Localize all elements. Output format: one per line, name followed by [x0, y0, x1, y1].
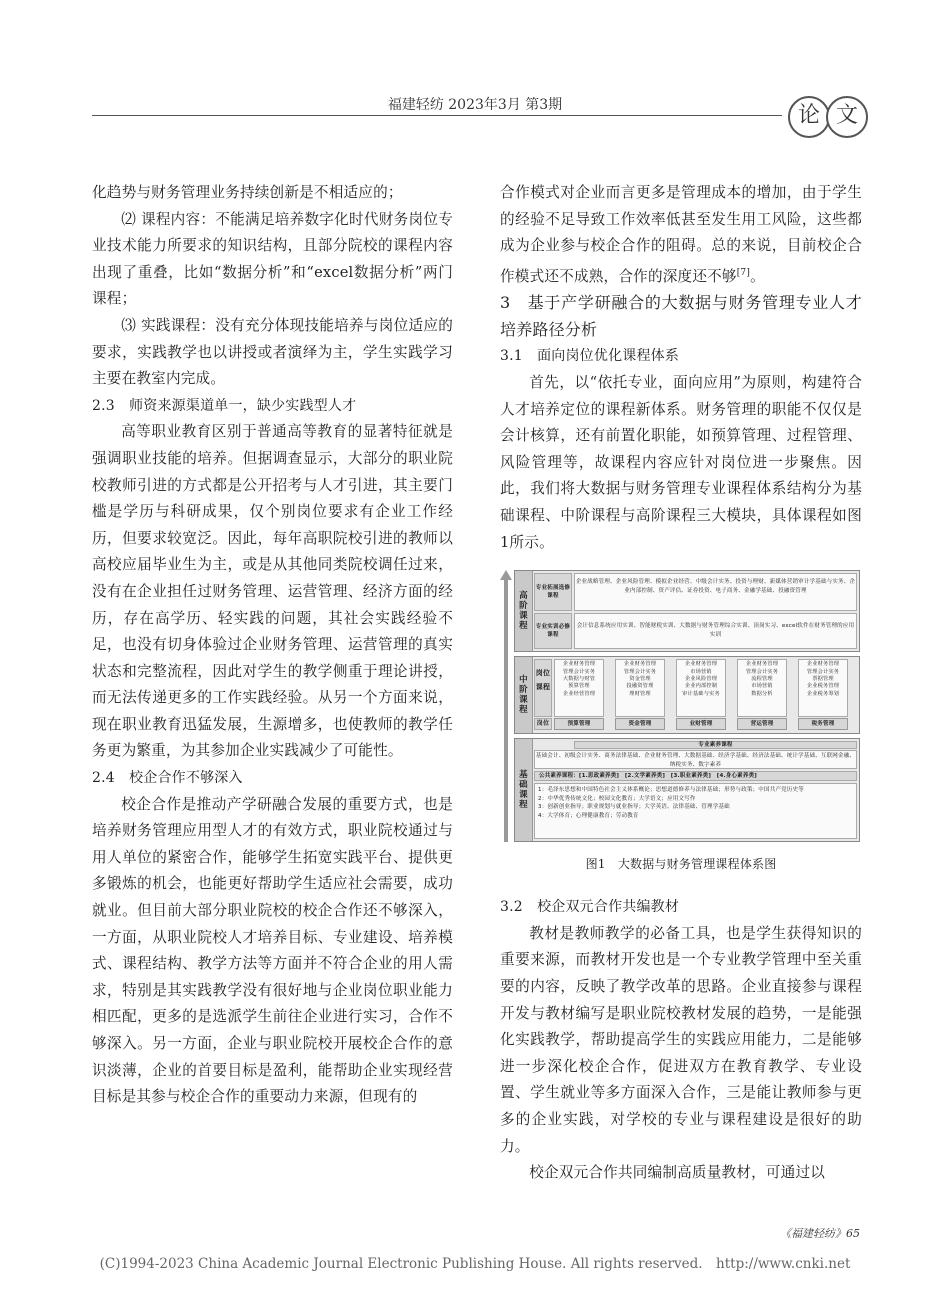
post-course-column — [676, 659, 726, 717]
paragraph: 校企合作是推动产学研融合发展的重要方式，也是培养财务管理应用型人才的有效方式，职业院校通过与用人单位的紧密合作，能够学生拓宽实践平台、提供更多锻炼的机会，也能更好帮助学生适应社会需要，成功就业。但目前大部分职业院校的校企合作还不够深入，一方面，从职业院校人才培养目标、专业建设、培养模式、课程结构、教学方法等方面并不符合企业的用人需求，特别是其实践教学没有很好地与企业岗位职业能力相匹配，更多的是选派学生前往企业进行实习，合作不够深入。另一方面，企业与职业院校开展校企合作的意识淡薄，企业的首要目标是盈利，能帮助企业实现经营目标是其参与校企合作的重要动力来源，但现有的 — [92, 795, 453, 1106]
course-item: 企业内部控制 — [684, 683, 718, 690]
advanced-label: 高阶课程 — [515, 571, 533, 651]
paragraph: 化趋势与财务管理业务持续创新是不相适应的； — [92, 184, 403, 201]
basic-course-block — [514, 738, 860, 842]
course-system-figure — [500, 570, 862, 848]
course-item: 理财管理 — [629, 690, 651, 697]
course-item: 管理会计实务 — [745, 668, 779, 675]
course-item: 数据分析 — [751, 690, 773, 697]
paragraph: ⑵ 课程内容：不能满足培养数字化时代财务岗位专业技术能力所要求的知识结构，且部分院校的课程内容出现了重叠，比如“数据分析”和“excel数据分析”两门课程； — [92, 210, 453, 308]
professional-courses: 基础会计、初级会计实务、商务法律基础、企业财务管理、大数据基础、经济学基础、经济法基础、统计学基础、互联网金融、纳税实务、数字素养 — [534, 750, 857, 769]
post-name: 税务管理 — [798, 718, 848, 730]
figure-caption: 图1 大数据与财务管理课程体系图 — [585, 857, 777, 872]
paragraph: 高等职业教育区别于普通高等教育的显著特征就是强调职业技能的培养。但据调查显示，大部分的职业院校教师引进的方式都是公开招考与人才引进，其主要门槛是学历与科研成果，仅个别岗位要求有企业工作经历，但要求较宽泛。因此，每年高职院校引进的教师以高校应届毕业生为主，或是从其他同类院校调任过来，没有在企业担任过财务管理、运营管理、经济方面的经历，存在高学历、轻实践的问题，其社会实践经验不足，也没有切身体验过企业财务管理、运营管理的真实状态和完整流程，因此对学生的教学侧重于理论讲授，而无法传递更多的工作实践经验。从另一个方面来说，现在职业教育迅猛发展，生源增多，也使教师的教学任务更为繁重，为其参加企业实践减少了可能性。 — [92, 423, 453, 760]
course-item: 企业税务筹划 — [806, 690, 840, 697]
course-item: 审计基础与实务 — [682, 690, 720, 697]
public-title: 公共素养课程：[1.思政素养类] [2.文学素养类] [3.职业素养类] [4.身心素养类] — [534, 771, 857, 781]
paragraph: 合作模式对企业而言更多是管理成本的增加，由于学生的经验不足导致工作效率低甚至发生用工风险，这些都成为企业参与校企合作的阻碍。总的来说，目前校企合作模式还不成熟，合作的深度还不够[7]。 — [500, 184, 862, 285]
course-item: 管理会计实务 — [562, 668, 596, 675]
course-item: 企业财务管理 — [562, 661, 596, 668]
course-item: 流程管理 — [751, 675, 773, 682]
course-item: 企业风险管理 — [684, 675, 718, 682]
course-item: 管理会计实务 — [806, 668, 840, 675]
practice-courses: 会计信息系统应用实训、智能财税实训、大数据与财务管理综合实训、顶岗实习、excel软件在财务管理的应用实训 — [574, 613, 857, 649]
course-item: 企业财务管理 — [623, 661, 657, 668]
list-item: 2：中华优秀传统文化；校园文化教育；大学语文；应用文写作 — [538, 795, 696, 802]
post-course-label: 岗位课程 — [534, 659, 552, 717]
intermediate-label: 中阶课程 — [515, 657, 533, 733]
section-badge-2: 文 — [826, 96, 868, 138]
course-item: 资金管理 — [629, 675, 651, 682]
post-name: 资金管理 — [615, 718, 665, 730]
post-name: 预算管理 — [554, 718, 604, 730]
paragraph: 教材是教师教学的必备工具，也是学生获得知识的重要来源，而教材开发也是一个专业教学管理中至关重要的内容，反映了教学改革的思路。企业直接参与课程开发与教材编写是职业院校教材发展的趋势，一是能强化实践教学，帮助提高学生的实践应用能力，二是能够进一步深化校企合作，促进双方在教育教学、专业设置、学生就业等多方面深入合作，三是能让教师参与更多的企业实践，对学校的专业与课程建设是很好的助力。 — [500, 924, 862, 1155]
course-item: 管理会计实务 — [623, 668, 657, 675]
section-heading-3-1: 3.1 面向岗位优化课程体系 — [500, 348, 680, 365]
post-label: 岗位 — [534, 718, 552, 730]
course-item: 企业财务管理 — [806, 661, 840, 668]
advanced-course-block — [514, 570, 860, 652]
citation[interactable]: [7] — [736, 267, 751, 278]
course-item: 票据管理 — [812, 675, 834, 682]
post-course-column — [615, 659, 665, 717]
professional-title: 专业素养课程 — [574, 741, 857, 749]
course-item: 大数据与财管 — [562, 675, 596, 682]
right-column — [500, 180, 862, 1187]
up-arrow-icon — [500, 570, 512, 842]
post-name: 营运管理 — [737, 718, 787, 730]
practice-label: 专业实训必修课程 — [534, 613, 572, 649]
post-course-column — [554, 659, 604, 717]
elective-courses: 企业战略管理、企业风险管理、模拟企业经营、中级会计实务、投资与理财、新媒体营销审计学基础与实务、企业内部控制、资产评估、证券投资、电子商务、金融学基础、投融资管理 — [574, 573, 857, 611]
section-badge-1: 论 — [788, 96, 830, 138]
course-item: 预算管理 — [568, 683, 590, 690]
post-course-column — [798, 659, 848, 717]
list-item: 3：创新创业指导；职业规划与就业指导；大学英语、法律基础、管理学基础 — [538, 804, 730, 811]
public-courses — [534, 783, 857, 839]
post-name: 业财管理 — [676, 718, 726, 730]
section-heading-2-3: 2.3 师资来源渠道单一，缺少实践型人才 — [92, 397, 357, 414]
list-item: 1：毛泽东思想和中国特色社会主义体系概论；思想道德修养与法律基础；形势与政策；中国共产党历史等 — [538, 787, 804, 794]
course-item: 企业财务管理 — [745, 661, 779, 668]
page-number: 《福建轻纺》65 — [780, 1227, 860, 1240]
left-column — [92, 180, 453, 1111]
copyright-notice: (C)1994-2023 China Academic Journal Electronic Publishing House. All rights reserved. http://www.cnki.net — [99, 1256, 851, 1272]
course-item: 市场营销 — [690, 668, 712, 675]
basic-label: 基础课程 — [515, 739, 533, 841]
section-heading-3-2: 3.2 校企双元合作共编教材 — [500, 899, 680, 916]
intermediate-course-block — [514, 656, 860, 734]
course-item: 企业经营管理 — [562, 690, 596, 697]
elective-label: 专业拓展选修课程 — [534, 573, 572, 611]
list-item: 4：大学体育；心理健康教育；劳动教育 — [538, 812, 639, 819]
course-item: 企业财务管理 — [684, 661, 718, 668]
running-header: 福建轻纺 2023年3月 第3期 — [387, 97, 563, 113]
post-course-column — [737, 659, 787, 717]
section-heading-2-4: 2.4 校企合作不够深入 — [92, 770, 243, 787]
paragraph: 首先，以“依托专业，面向应用”为原则，构建符合人才培养定位的课程新体系。财务管理的职能不仅仅是会计核算，还有前置化职能，如预算管理、过程管理、风险管理等，故课程内容应针对岗位进一步聚焦。因此，我们将大数据与财务管理专业课程体系结构分为基础课程、中阶课程与高阶课程三大模块，具体课程如图1所示。 — [500, 374, 862, 551]
course-item: 市场营销 — [751, 683, 773, 690]
course-item: 投融资管理 — [626, 683, 654, 690]
paragraph: 校企双元合作共同编制高质量教材，可通过以 — [529, 1164, 826, 1182]
paragraph: ⑶ 实践课程：没有充分体现技能培养与岗位适应的要求，实践教学也以讲授或者演绎为主，学生实践学习主要在教室内完成。 — [92, 316, 453, 388]
course-item: 企业税务管理 — [806, 683, 840, 690]
header-rule — [92, 115, 782, 116]
section-heading-3: 3 基于产学研融合的大数据与财务管理专业人才培养路径分析 — [500, 293, 862, 339]
